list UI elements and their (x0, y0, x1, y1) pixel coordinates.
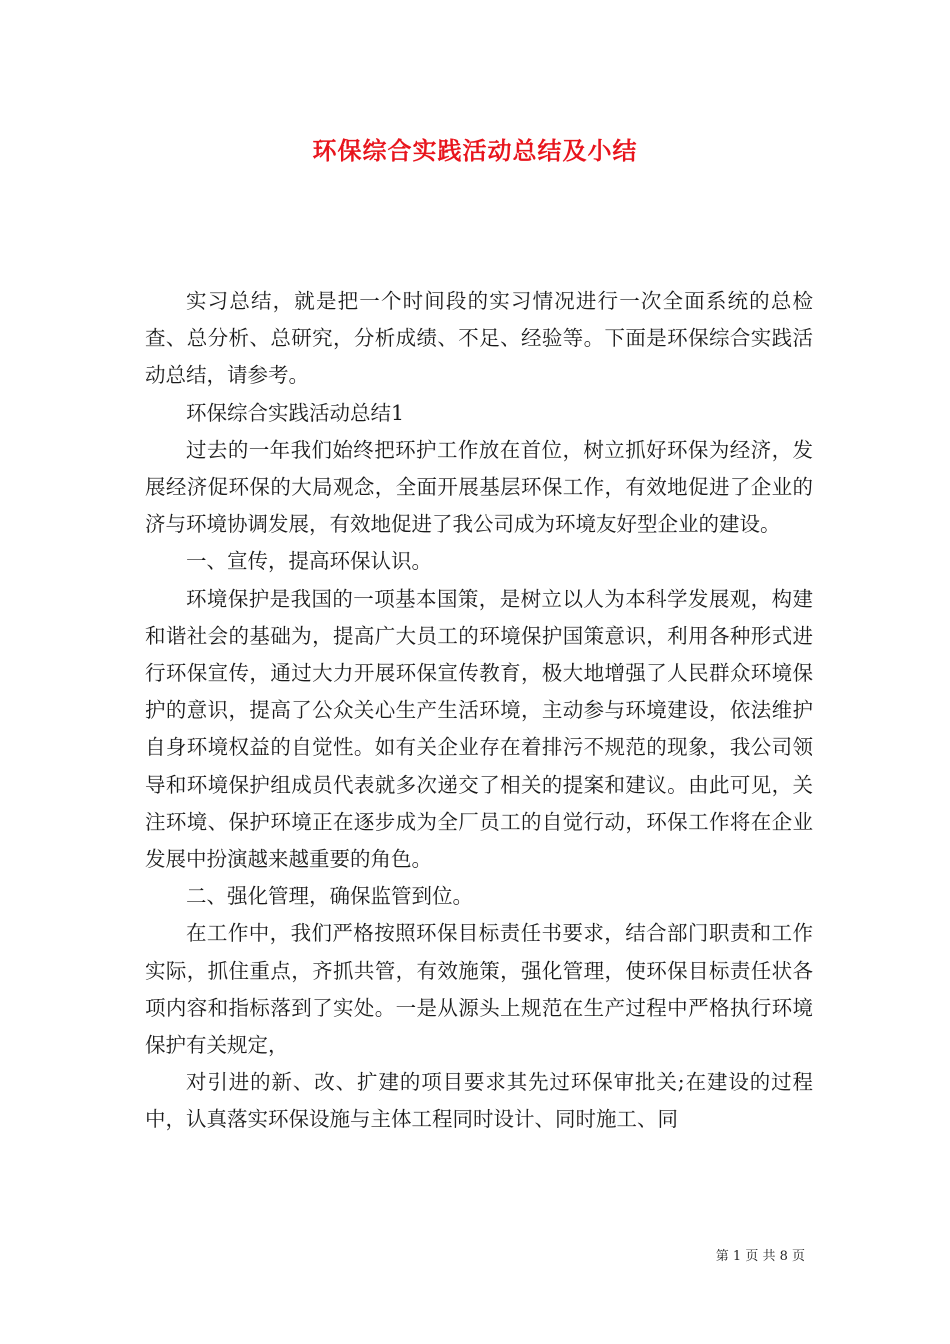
paragraph: 对引进的新、改、扩建的项目要求其先过环保审批关;在建设的过程中，认真落实环保设施与主体工程同时设计、同时施工、同 (145, 1070, 813, 1132)
paragraph-subheading-2: 二、强化管理，确保监管到位。 (186, 884, 473, 909)
paragraph-section-heading: 环保综合实践活动总结1 (186, 400, 405, 425)
paragraph: 环境保护是我国的一项基本国策，是树立以人为本科学发展观，构建和谐社会的基础为，提高广大员工的环境保护国策意识，利用各种形式进行环保宣传，通过大力开展环保宣传教育，极大地增强了人民群众环境保护的意识，提高了公众关心生产生活环境，主动参与环境建设，依法维护自身环境权益的自觉性。如有关企业存在着排污不规范的现象，我公司领导和环境保护组成员代表就多次递交了相关的提案和建议。由此可见，关注环境、保护环境正在逐步成为全厂员工的自觉行动，环保工作将在企业发展中扮演越来越重要的角色。 (145, 586, 813, 872)
page-number-footer: 第 1 页 共 8 页 (715, 1249, 805, 1264)
paragraph: 过去的一年我们始终把环护工作放在首位，树立抓好环保为经济，发展经济促环保的大局观念，全面开展基层环保工作，有效地促进了企业的济与环境协调发展，有效地促进了我公司成为环境友好型企业的建设。 (145, 437, 813, 537)
paragraph-subheading-1: 一、宣传，提高环保认识。 (186, 549, 432, 574)
document-title: 环保综合实践活动总结及小结 (312, 136, 638, 165)
document-body (145, 283, 813, 1139)
paragraph-intro: 实习总结，就是把一个时间段的实习情况进行一次全面系统的总检查、总分析、总研究，分析成绩、不足、经验等。下面是环保综合实践活动总结，请参考。 (145, 289, 813, 388)
paragraph: 在工作中，我们严格按照环保目标责任书要求，结合部门职责和工作实际，抓住重点，齐抓共管，有效施策，强化管理，使环保目标责任状各项内容和指标落到了实处。一是从源头上规范在生产过程中严格执行环境保护有关规定， (145, 921, 813, 1058)
